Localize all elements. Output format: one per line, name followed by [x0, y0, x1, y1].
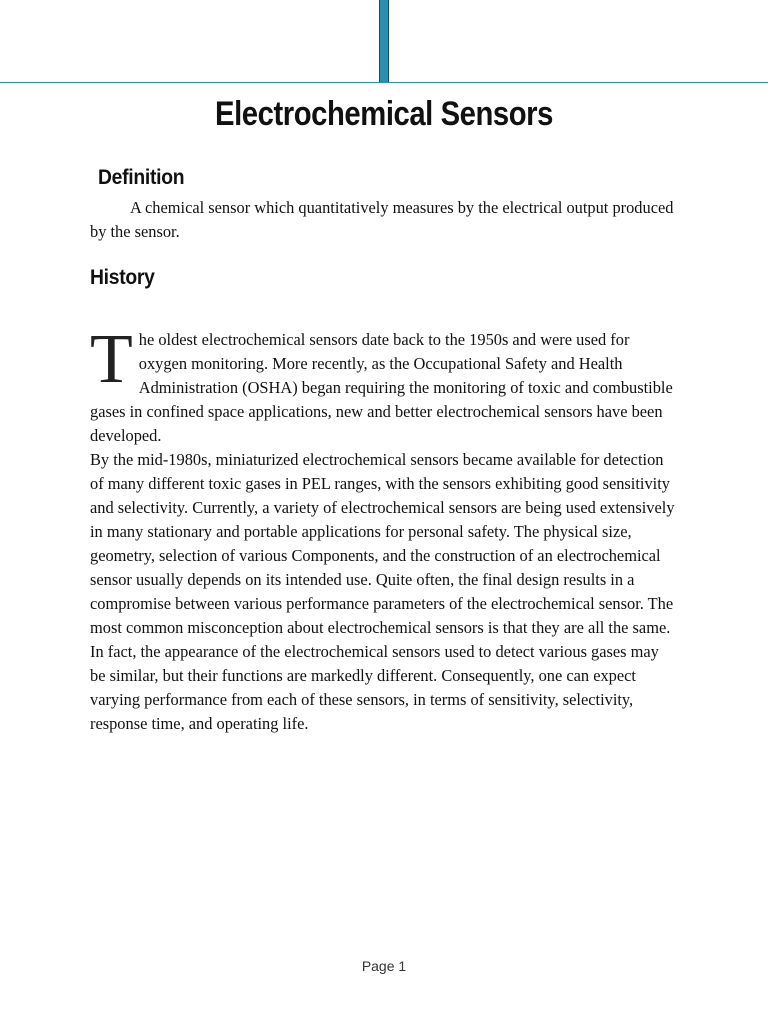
- page-number: Page 1: [361, 958, 407, 974]
- definition-heading: Definition: [98, 166, 185, 189]
- header-rule: [0, 82, 768, 83]
- header-accent-bar: [379, 0, 389, 82]
- history-paragraph-2: By the mid-1980s, miniaturized electrochemical sensors became available for detection of many different toxic gases in PEL ranges, with the sensors exhibiting good sensitivity and selectivity. Currently, a variety of electrochemical sensors are being used extensively in many stationary and portable applications for personal safety. The physical size, geometry, selection of various Components, and the construction of an electrochemical sensor usually depends on its intended use. Quite often, the final design results in a compromise between various performance parameters of the electrochemical sensor. The most common misconception about electrochemical sensors is that they are all the same. In fact, the appearance of the electrochemical sensors used to detect various gases may be similar, but their functions are markedly different. Consequently, one can expect varying performance from each of these sensors, in terms of sensitivity, selectivity, response time, and operating life.: [90, 450, 675, 733]
- document-title: Electrochemical Sensors: [215, 95, 553, 133]
- drop-cap: T: [90, 321, 133, 398]
- history-heading: History: [90, 266, 155, 289]
- history-paragraph-1: he oldest electrochemical sensors date back to the 1950s and were used for oxygen monitoring. More recently, as the Occupational Safety and Health Administration (OSHA) began requiring the monitoring of toxic and combustible gases in confined space applications, new and better electrochemical sensors have been developed.: [90, 330, 673, 445]
- history-section-body: [90, 321, 675, 736]
- definition-paragraph: A chemical sensor which quantitatively measures by the electrical output produced by the sensor.: [90, 198, 674, 241]
